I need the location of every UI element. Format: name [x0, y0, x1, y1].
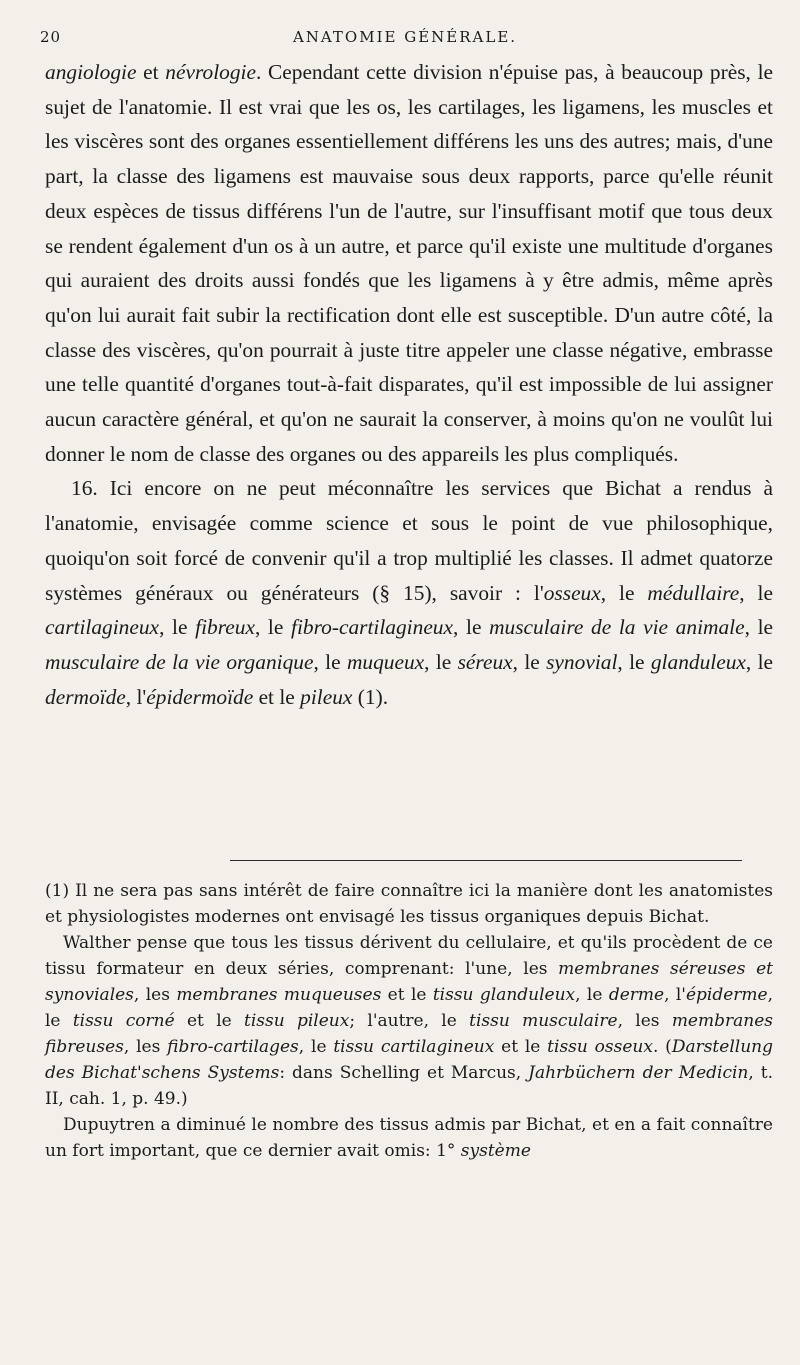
- paragraph-continued: angiologie et névrologie. Cependant cette division n'épuise pas, à beaucoup près, le sujet de l'anatomie. Il est vrai que les os, les cartilages, les ligamens, les muscles et les viscères sont des organes essentiellement différens les uns des autres; mais, d'une part, la classe des ligamens est mauvaise sous deux rapports, parce qu'elle réunit deux espèces de tissus différens l'un de l'autre, sur l'insuffisant motif que tous deux se rendent également d'un os à un autre, et parce qu'il existe une multitude d'organes qui auraient des droits aussi fondés que les ligamens à y être admis, même après qu'on lui aurait fait subir la rectification dont elle est susceptible. D'un autre côté, la classe des viscères, qu'on pourrait à juste titre appeler une classe négative, embrasse une telle quantité d'organes tout-à-fait disparates, qu'il est impossible de lui assigner aucun caractère général, et qu'on ne saurait la conserver, à moins qu'on ne voulût lui donner le nom de classe des organes ou des appareils les plus compliqués.: [45, 60, 774, 466]
- italic-term: tissu pileux: [244, 1011, 350, 1031]
- italic-term: Jahrbüchern der Medicin: [528, 1063, 749, 1083]
- italic-term: angiologie: [45, 60, 137, 84]
- italic-term: muqueux: [346, 649, 425, 674]
- italic-term: tissu osseux: [547, 1037, 653, 1057]
- italic-term: séreux: [457, 649, 513, 674]
- italic-term: glanduleux: [650, 649, 746, 674]
- italic-term: névrologie: [165, 60, 256, 84]
- italic-term: Darstellung des Bichat'schens Systems: [45, 1037, 773, 1083]
- italic-term: membranes séreuses et synoviales: [45, 959, 773, 1005]
- italic-term: membranes muqueuses: [176, 985, 382, 1005]
- italic-term: tissu glanduleux: [432, 985, 576, 1005]
- italic-term: système: [460, 1141, 531, 1161]
- footnote-dupuytren: Dupuytren a diminué le nombre des tissus admis par Bichat, et en a fait connaître un fort important, que ce dernier avait omis: 1° système: [45, 1115, 773, 1161]
- italic-term: musculaire de la vie organique: [45, 649, 314, 674]
- footnote-divider: [230, 860, 742, 861]
- page-number: 20: [40, 28, 62, 46]
- italic-term: cartilagineux: [45, 615, 160, 640]
- italic-term: fibro-cartilagineux: [291, 615, 454, 640]
- italic-term: tissu cartilagineux: [333, 1037, 495, 1057]
- italic-term: osseux: [543, 580, 601, 605]
- italic-term: tissu musculaire: [469, 1011, 618, 1031]
- italic-term: musculaire de la vie animale: [489, 615, 745, 640]
- footnotes: [45, 878, 773, 1164]
- italic-term: derme: [608, 985, 665, 1005]
- page-header: [40, 28, 770, 46]
- italic-term: dermoïde: [45, 684, 126, 709]
- main-text: [45, 55, 773, 714]
- footnote-1: (1) Il ne sera pas sans intérêt de faire connaître ici la manière dont les anatomistes et physiologistes modernes ont envisagé les tissus organiques depuis Bichat.: [45, 881, 773, 927]
- footnote-walther: Walther pense que tous les tissus dérivent du cellulaire, et qu'ils procèdent de ce tissu formateur en deux séries, comprenant: l'une, les membranes séreuses et synoviales, les membranes muqueuses et le tissu glanduleux, le derme, l'épiderme, le tissu corné et le tissu pileux; l'autre, le tissu musculaire, les membranes fibreuses, les fibro-cartilages, le tissu cartilagineux et le tissu osseux. (Darstellung des Bichat'schens Systems: dans Schelling et Marcus, Jahrbüchern der Medicin, t. II, cah. 1, p. 49.): [45, 933, 774, 1109]
- italic-term: pileux: [300, 684, 353, 709]
- italic-term: fibro-cartilages: [167, 1037, 299, 1057]
- italic-term: médullaire: [647, 580, 740, 605]
- italic-term: épiderme: [685, 985, 768, 1005]
- italic-term: synovial: [546, 649, 618, 674]
- italic-term: tissu corné: [72, 1011, 175, 1031]
- running-title: ANATOMIE GÉNÉRALE.: [292, 28, 518, 46]
- italic-term: épidermoïde: [146, 684, 254, 709]
- italic-term: membranes fibreuses: [45, 1011, 773, 1057]
- paragraph-16: 16. Ici encore on ne peut méconnaître les services que Bichat a rendus à l'anatomie, envisagée comme science et sous le point de vue philosophique, quoiqu'on soit forcé de convenir qu'il a trop multiplié les classes. Il admet quatorze systèmes généraux ou générateurs (§ 15), savoir : l'osseux, le médullaire, le cartilagineux, le fibreux, le fibro-cartilagineux, le musculaire de la vie animale, le musculaire de la vie organique, le muqueux, le séreux, le synovial, le glanduleux, le dermoïde, l'épidermoïde et le pileux (1).: [45, 476, 774, 709]
- italic-term: fibreux: [195, 615, 255, 640]
